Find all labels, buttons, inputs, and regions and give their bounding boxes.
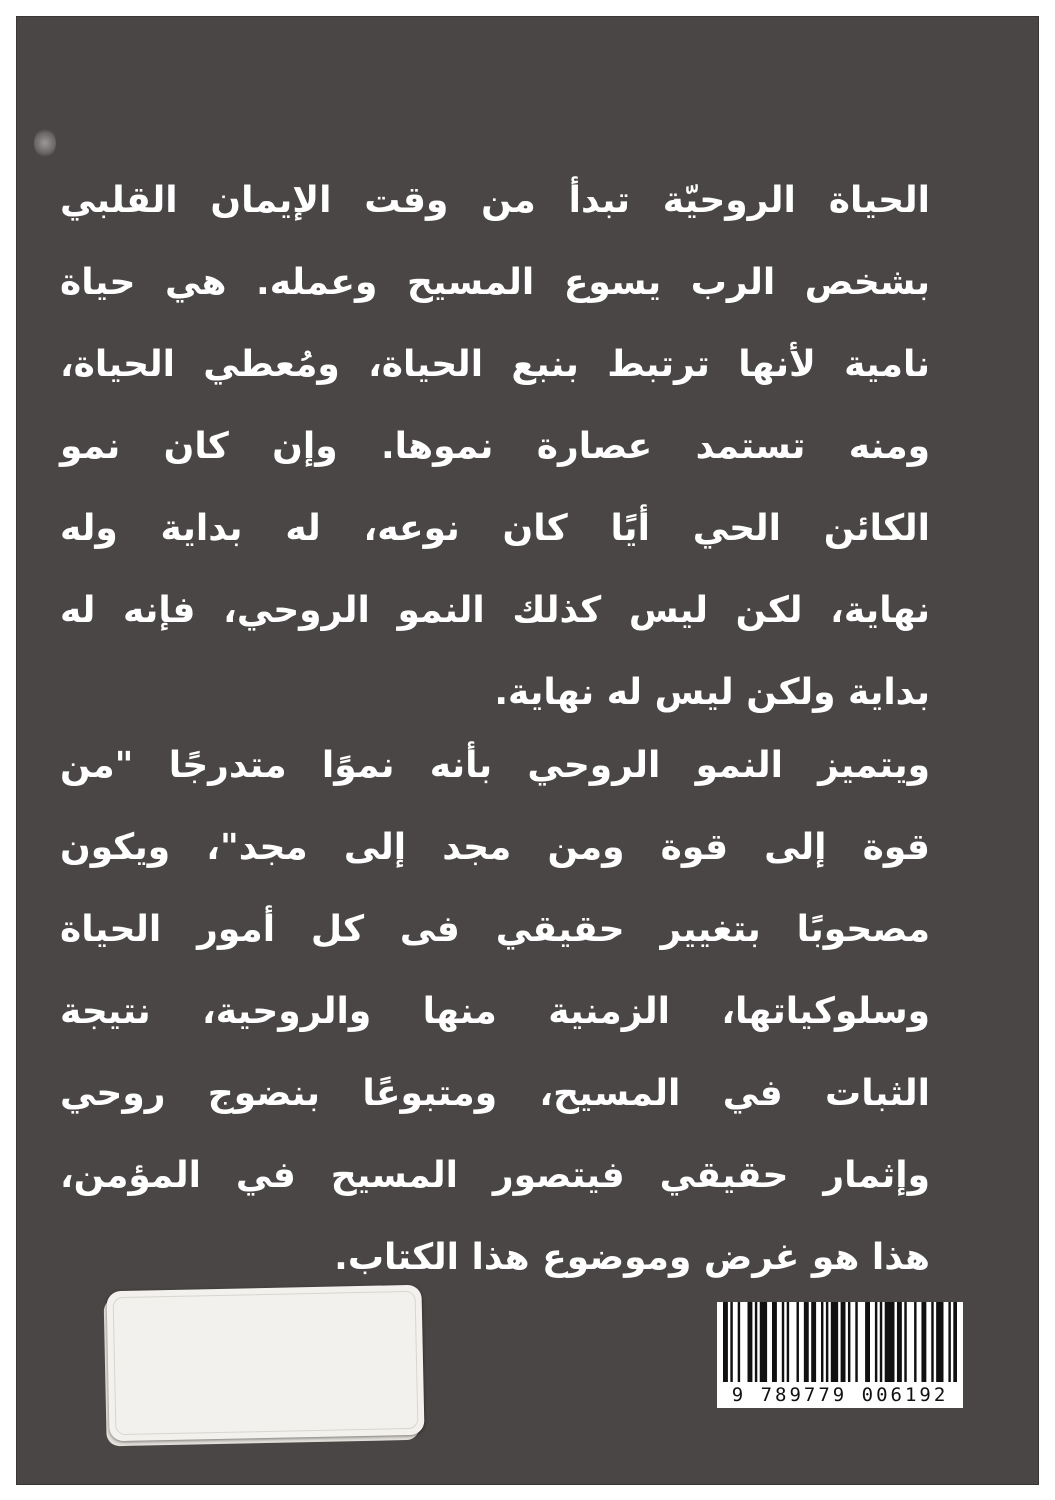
barcode-bar: [936, 1302, 943, 1382]
barcode-bar: [875, 1302, 877, 1382]
barcode-bar: [748, 1302, 753, 1382]
paragraph-2-line: هذا هو غرض وموضوع هذا الكتاب.: [334, 1237, 930, 1278]
paragraph-2-line: مصحوبًا بتغيير حقيقي فى كل أمور الحياة: [60, 909, 930, 950]
paragraph-1-line: بشخص الرب يسوع المسيح وعمله. هي حياة: [60, 262, 930, 303]
paragraph-2-line: قوة إلى قوة ومن مجد إلى مجد"، ويكون: [60, 827, 930, 868]
barcode-bar: [804, 1302, 809, 1382]
barcode-bar: [880, 1302, 882, 1382]
paragraph-1-line: بداية ولكن ليس له نهاية.: [494, 672, 930, 713]
barcode-bar: [831, 1302, 838, 1382]
paragraph-2-line: ويتميز النمو الروحي بأنه نموًا متدرجًا "من: [60, 745, 930, 786]
paragraph-1-line: الحياة الروحيّة تبدأ من وقت الإيمان القلبي: [60, 180, 930, 221]
paragraph-2-line: وإثمار حقيقي فيتصور المسيح في المؤمن،: [60, 1155, 930, 1196]
barcode-bar: [931, 1302, 933, 1382]
barcode-bar: [855, 1302, 857, 1382]
paper-speck: [34, 128, 56, 158]
barcode-bar: [723, 1302, 728, 1382]
barcode-bar: [885, 1302, 895, 1382]
barcode-bar: [782, 1302, 784, 1382]
barcode-bar: [772, 1302, 777, 1382]
barcode-bar: [797, 1302, 799, 1382]
barcode-bar: [760, 1302, 767, 1382]
barcode-bar: [948, 1302, 950, 1382]
barcode-bar: [811, 1302, 816, 1382]
isbn-barcode: [717, 1302, 963, 1408]
barcode-bar: [841, 1302, 846, 1382]
paragraph-1-line: نامية لأنها ترتبط بنبع الحياة، ومُعطي الحياة،: [60, 344, 930, 385]
barcode-bar: [730, 1302, 732, 1382]
barcode-bar: [826, 1302, 828, 1382]
paragraph-2-line: الثبات في المسيح، ومتبوعًا بنضوج روحي: [60, 1073, 930, 1114]
paragraph-1-line: ومنه تستمد عصارة نموها. وإن كان نمو: [60, 426, 930, 467]
paragraph-1: [60, 160, 930, 734]
barcode-bar: [865, 1302, 870, 1382]
price-sticker: [106, 1285, 424, 1442]
barcode-bar: [953, 1302, 957, 1382]
price-sticker-border: [113, 1291, 419, 1435]
barcode-bar: [755, 1302, 757, 1382]
barcode-bar: [787, 1302, 789, 1382]
barcode-bar: [914, 1302, 916, 1382]
isbn-number: 9 789779 006192: [731, 1384, 949, 1406]
barcode-bar: [897, 1302, 902, 1382]
barcode-bar: [738, 1302, 740, 1382]
paragraph-1-line: نهاية، لكن ليس كذلك النمو الروحي، فإنه له: [60, 590, 930, 631]
barcode-bar: [821, 1302, 823, 1382]
barcode-bar: [848, 1302, 850, 1382]
barcode-bar: [921, 1302, 926, 1382]
paragraph-2: [60, 725, 930, 1299]
barcode-bars: [721, 1302, 959, 1382]
paragraph-1-line: الكائن الحي أيًا كان نوعه، له بداية وله: [60, 508, 930, 549]
paragraph-2-line: وسلوكياتها، الزمنية منها والروحية، نتيجة: [60, 991, 930, 1032]
barcode-bar: [904, 1302, 906, 1382]
